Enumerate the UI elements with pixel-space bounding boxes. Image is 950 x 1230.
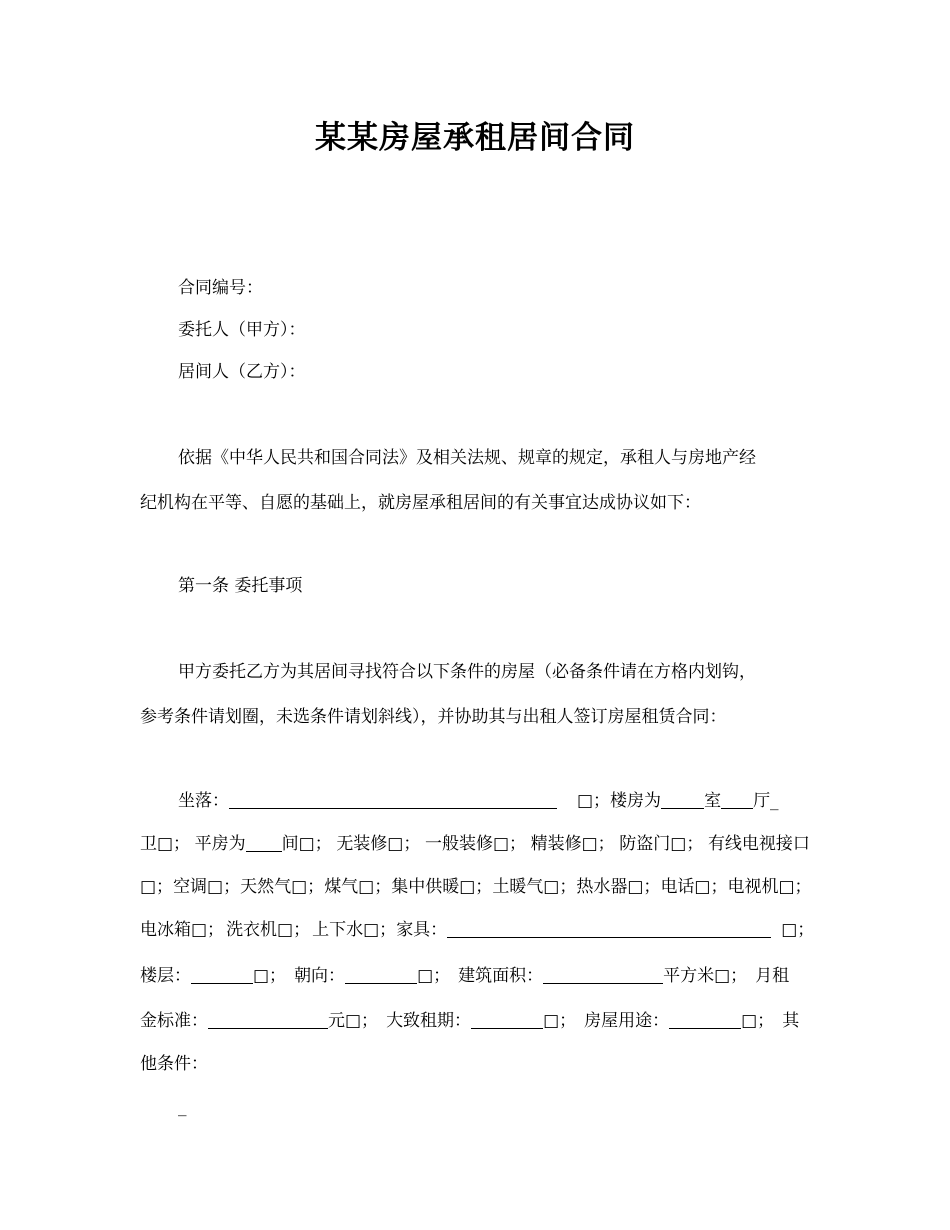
client-party-a-field: 委托人（甲方）： (178, 320, 306, 340)
orientation-checkbox: □； (417, 966, 451, 986)
floor-label: 楼层： (140, 966, 191, 986)
article-1-intro-line-2: 参考条件请划圈，未选条件请划斜线），并协助其与出租人签订房屋租赁合同： (140, 707, 727, 727)
monthly-rent-label-start: 月租 (755, 966, 790, 986)
natural-gas-option: 天然气□； (240, 877, 325, 897)
hall-label: 厅_ (753, 791, 779, 811)
usage-blank[interactable] (669, 1011, 741, 1029)
air-conditioner-option: 空调□； (173, 877, 241, 897)
local-heating-option: 土暖气□； (492, 877, 577, 897)
contract-number-field: 合同编号： (178, 278, 263, 298)
conditions-line-1 (178, 790, 779, 812)
telephone-option: 电话□； (660, 877, 728, 897)
lease-term-blank[interactable] (471, 1011, 543, 1029)
preamble-line-1: 依据《中华人民共和国合同法》及相关法规、规章的规定，承租人与房地产经 (178, 448, 756, 468)
preamble-line-2: 纪机构在平等、自愿的基础上，就房屋承租居间的有关事宜达成协议如下： (140, 493, 701, 513)
television-option: 电视机□； (727, 877, 812, 897)
contract-title: 某某房屋承租居间合同 (315, 120, 635, 156)
rent-blank[interactable] (208, 1011, 328, 1029)
conditions-line-4 (140, 919, 814, 941)
lease-term-checkbox: □； (543, 1011, 577, 1031)
location-blank[interactable] (229, 791, 557, 809)
furniture-checkbox: □； (781, 920, 815, 940)
water-heater-option: 热水器□； (576, 877, 661, 897)
other-conditions-blank[interactable]: _ (178, 1097, 187, 1117)
usage-label: 房屋用途： (584, 1011, 670, 1031)
floor-checkbox: □； (253, 966, 287, 986)
water-supply-option: 上下水□； (312, 920, 397, 940)
halls-blank[interactable] (721, 791, 753, 809)
conditions-line-3 (140, 876, 810, 898)
refrigerator-option: 电冰箱□； (140, 920, 225, 940)
central-heating-option: 集中供暖□； (391, 877, 493, 897)
floor-area-label: 建筑面积： (458, 966, 544, 986)
yuan-checkbox: 元□； (328, 1011, 379, 1031)
cable-tv-checkbox: □； (140, 877, 174, 897)
no-decoration-option: 无装修□； (336, 834, 421, 854)
basic-decoration-option: 一般装修□； (424, 834, 527, 854)
orientation-blank[interactable] (345, 966, 417, 984)
usage-checkbox: □； (741, 1011, 775, 1031)
orientation-label: 朝向： (294, 966, 346, 986)
bath-option: 卫□； (140, 834, 191, 854)
location-checkbox-building-label: □；楼房为 (577, 791, 662, 811)
furniture-label: 家具： (396, 920, 448, 940)
other-conditions-start: 其 (782, 1011, 800, 1031)
agent-party-b-field: 居间人（乙方）： (178, 362, 306, 382)
floor-blank[interactable] (191, 966, 253, 984)
floor-area-blank[interactable] (543, 966, 663, 984)
bungalow-rooms-blank[interactable] (246, 834, 282, 852)
security-door-option: 防盗门□； (619, 834, 704, 854)
room-label: 室 (704, 791, 722, 811)
conditions-line-2 (140, 833, 810, 855)
lease-term-label: 大致租期： (386, 1011, 472, 1031)
other-conditions-label: 他条件： (140, 1054, 208, 1074)
location-label: 坐落： (178, 791, 229, 811)
washing-machine-option: 洗衣机□； (226, 920, 311, 940)
furniture-blank[interactable] (447, 920, 771, 938)
article-1-heading: 第一条 委托事项 (178, 576, 303, 596)
cable-tv-option: 有线电视接口 (707, 834, 810, 854)
fine-decoration-option: 精装修□； (530, 834, 615, 854)
rent-standard-label: 金标准： (140, 1011, 208, 1031)
bungalow-option: 平房为 间□； (194, 834, 332, 854)
rooms-blank[interactable] (661, 791, 704, 809)
conditions-line-5 (140, 965, 789, 987)
square-meter-label: 平方米□； (663, 966, 748, 986)
article-1-intro-line-1: 甲方委托乙方为其居间寻找符合以下条件的房屋（必备条件请在方格内划钩， (178, 662, 756, 682)
conditions-line-6 (140, 1010, 799, 1032)
coal-gas-option: 煤气□； (324, 877, 392, 897)
